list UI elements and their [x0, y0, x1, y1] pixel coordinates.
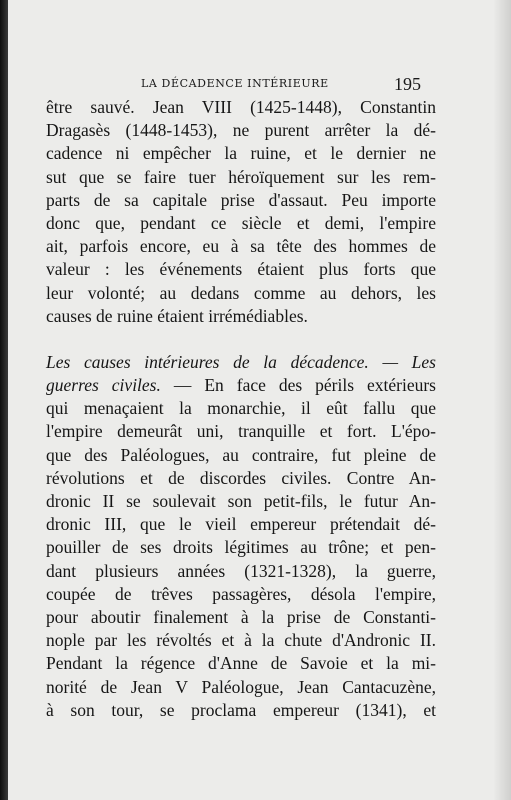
text-line: causes de ruine étaient irrémédiables. [46, 305, 308, 326]
text-line: coupée de trêves passagères, désola l'empire, [46, 583, 436, 604]
text-line: révolutions et de discordes civiles. Contre An- [46, 467, 436, 488]
text-line: sut que se faire tuer héroïquement sur les rem- [46, 166, 436, 187]
page-number: 195 [394, 74, 421, 94]
running-head [8, 74, 511, 96]
text-line: donc que, pendant ce siècle et demi, l'empire [46, 212, 436, 233]
section-heading [46, 351, 436, 397]
text-line: à son tour, se proclama empereur (1341), et [46, 699, 436, 720]
section-heading-line: Les causes intérieures de la décadence. — Les [46, 351, 436, 372]
text-line: leur volonté; au dedans comme au dehors, les [46, 282, 436, 303]
text-line: valeur : les événements étaient plus forts que [46, 259, 436, 280]
text-line: dronic III, que le vieil empereur prétendait dé- [46, 514, 436, 535]
section-heading-line-2 [46, 374, 436, 397]
page-body [46, 96, 436, 722]
book-page [8, 0, 511, 800]
text-line: cadence ni empêcher la ruine, et le dernier ne [46, 143, 436, 164]
book-gutter [0, 0, 8, 800]
text-line: ait, parfois encore, eu à sa tête des hommes de [46, 236, 436, 257]
text-line: qui menaçaient la monarchie, il eût fallu que [46, 398, 436, 419]
text-line: l'empire demeurât uni, tranquille et fort. L'épo- [46, 421, 436, 442]
text-line: Pendant la régence d'Anne de Savoie et la mi- [46, 653, 436, 674]
running-head-title: LA DÉCADENCE INTÉRIEURE [141, 77, 329, 90]
text-line: que des Paléologues, au contraire, fut pleine de [46, 444, 436, 465]
text-line: être sauvé. Jean VIII (1425-1448), Constantin [46, 97, 436, 117]
text-line: Dragasès (1448-1453), ne purent arrêter la dé- [46, 120, 436, 141]
paragraph-1 [46, 96, 436, 328]
paragraph-2 [46, 397, 436, 722]
text-line: nople par les révoltés et à la chute d'Andronic II. [46, 630, 436, 651]
text-line: parts de sa capitale prise d'assaut. Peu importe [46, 189, 436, 210]
text-line: dronic II se soulevait son petit-fils, le futur An- [46, 491, 436, 511]
page-edge-shadow [493, 0, 511, 800]
text-line: norité de Jean V Paléologue, Jean Cantacuzène, [46, 676, 436, 697]
section-subheading: guerres civiles. [46, 375, 161, 396]
text-line: pour aboutir finalement à la prise de Constanti- [46, 606, 436, 627]
text-line: pouiller de ses droits légitimes au trône; et pen- [46, 537, 436, 558]
paragraph-gap [46, 328, 436, 351]
section-heading-continuation: — En face des périls extérieurs [160, 375, 436, 396]
text-line: dant plusieurs années (1321-1328), la guerre, [46, 560, 436, 581]
